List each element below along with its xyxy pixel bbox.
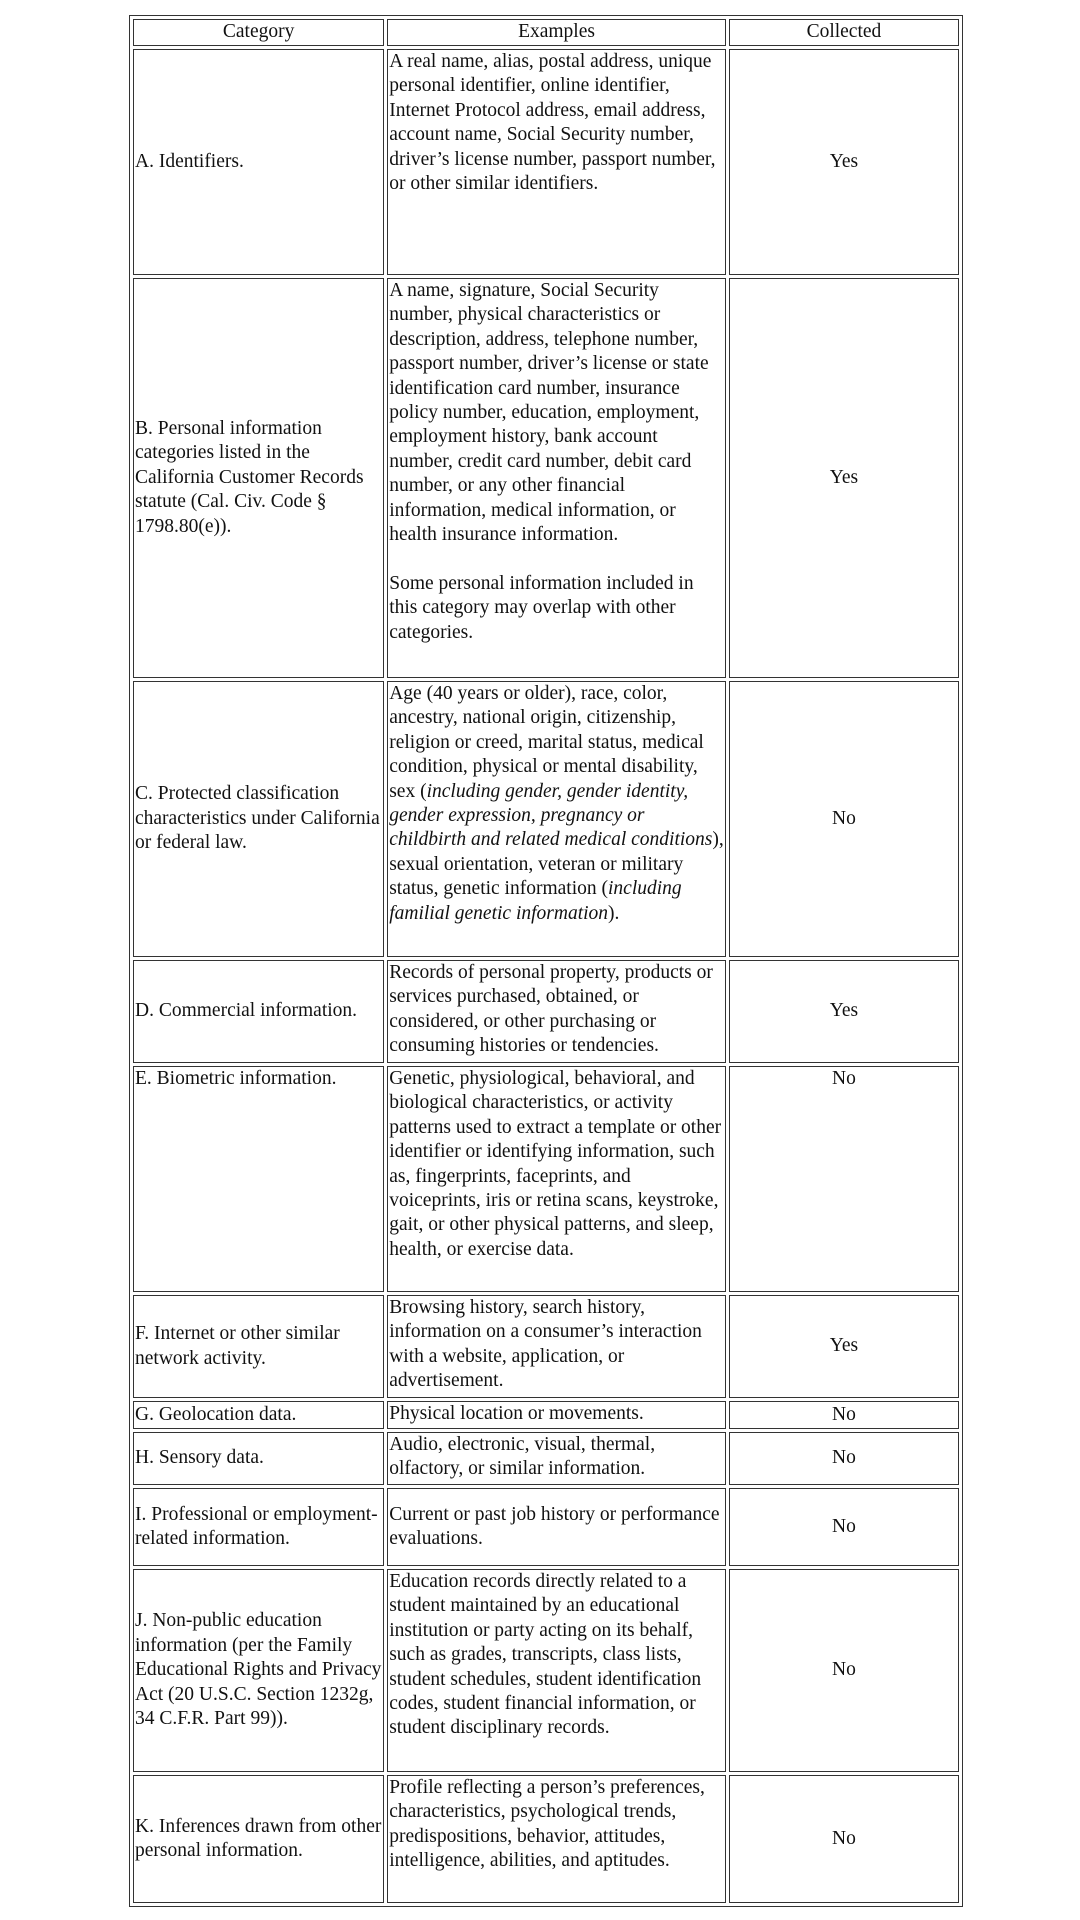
collected-cell: Yes bbox=[729, 1295, 959, 1398]
table-row bbox=[133, 49, 959, 275]
category-cell: J. Non-public education information (per the Family Educational Rights and Privacy Act (20 U.S.C. Section 1232g, 34 C.F.R. Part 99)). bbox=[133, 1569, 384, 1772]
table-row bbox=[133, 1401, 959, 1429]
examples-text-part: ). bbox=[608, 902, 620, 924]
examples-text: Current or past job history or performance evaluations. bbox=[389, 1503, 720, 1549]
collected-cell: Yes bbox=[729, 960, 959, 1063]
examples-text-part: Age (40 years or older), race, color, ancestry, national origin, citizenship, religion or creed, marital status, medical condition, physical or mental disability, sex ( bbox=[389, 683, 704, 802]
table-row bbox=[133, 1295, 959, 1398]
header-collected: Collected bbox=[729, 19, 959, 46]
examples-italic-part: including gender, gender identity, gender expression, pregnancy or childbirth and related medical conditions bbox=[389, 780, 713, 851]
collected-cell: No bbox=[729, 1488, 959, 1566]
examples-cell bbox=[387, 1569, 726, 1772]
category-cell: C. Protected classification characteristics under California or federal law. bbox=[133, 681, 384, 957]
category-cell: I. Professional or employment-related information. bbox=[133, 1488, 384, 1566]
examples-text: Browsing history, search history, information on a consumer’s interaction with a website, application, or advertisement. bbox=[389, 1297, 702, 1392]
collected-cell: No bbox=[729, 1401, 959, 1429]
examples-text: A name, signature, Social Security number, physical characteristics or description, address, telephone number, passport number, driver’s license or state identification card number, insurance policy number, education, employment, employment history, bank account number, credit card number, debit card number, or any other financial information, medical information, or health insurance information. bbox=[389, 280, 709, 546]
category-cell: F. Internet or other similar network activity. bbox=[133, 1295, 384, 1398]
examples-cell bbox=[387, 960, 726, 1063]
examples-text: Audio, electronic, visual, thermal, olfactory, or similar information. bbox=[389, 1434, 656, 1480]
examples-text: Education records directly related to a student maintained by an educational institution or party acting on its behalf, such as grades, transcripts, class lists, student schedules, student identification codes, student financial information, or student disciplinary records. bbox=[389, 1571, 702, 1739]
category-cell: A. Identifiers. bbox=[133, 49, 384, 275]
examples-text bbox=[389, 682, 724, 926]
examples-text: Records of personal property, products or services purchased, obtained, or considered, or other purchasing or consuming histories or tendencies. bbox=[389, 962, 713, 1057]
table-row bbox=[133, 1432, 959, 1485]
examples-cell bbox=[387, 1488, 726, 1566]
examples-text: Profile reflecting a person’s preferences, characteristics, psychological trends, predispositions, behavior, attitudes, intelligence, abilities, and aptitudes. bbox=[389, 1777, 705, 1872]
table-row bbox=[133, 1775, 959, 1903]
examples-note: Some personal information included in this category may overlap with other categories. bbox=[389, 572, 694, 643]
table-row bbox=[133, 960, 959, 1063]
category-cell: D. Commercial information. bbox=[133, 960, 384, 1063]
table-row bbox=[133, 1488, 959, 1566]
table-row bbox=[133, 1066, 959, 1292]
examples-cell bbox=[387, 1775, 726, 1903]
examples-cell bbox=[387, 278, 726, 678]
examples-text-part: ), sexual orientation, veteran or military status, genetic information ( bbox=[389, 829, 724, 900]
paragraph-gap bbox=[389, 547, 724, 571]
collected-cell: No bbox=[729, 1066, 959, 1292]
examples-cell bbox=[387, 1432, 726, 1485]
examples-text: A real name, alias, postal address, unique personal identifier, online identifier, Internet Protocol address, email address, account name, Social Security number, driver’s license number, passport number, or other similar identifiers. bbox=[389, 51, 716, 195]
table-row bbox=[133, 681, 959, 957]
category-cell: E. Biometric information. bbox=[133, 1066, 384, 1292]
collected-cell: No bbox=[729, 681, 959, 957]
collected-cell: No bbox=[729, 1432, 959, 1485]
examples-cell bbox=[387, 1295, 726, 1398]
category-cell: G. Geolocation data. bbox=[133, 1401, 384, 1429]
header-examples: Examples bbox=[387, 19, 726, 46]
document-page bbox=[129, 15, 963, 1907]
collected-cell: No bbox=[729, 1569, 959, 1772]
table-row bbox=[133, 278, 959, 678]
examples-text: Genetic, physiological, behavioral, and biological characteristics, or activity patterns used to extract a template or other identifier or identifying information, such as, fingerprints, faceprints, and voiceprints, iris or retina scans, keystroke, gait, or other physical patterns, and sleep, health, or exercise data. bbox=[389, 1068, 722, 1260]
examples-cell bbox=[387, 1401, 726, 1429]
category-cell: H. Sensory data. bbox=[133, 1432, 384, 1485]
examples-italic-part: including familial genetic information bbox=[389, 878, 682, 924]
category-cell: B. Personal information categories listed in the California Customer Records statute (Cal. Civ. Code § 1798.80(e)). bbox=[133, 278, 384, 678]
examples-cell bbox=[387, 49, 726, 275]
personal-information-table bbox=[129, 15, 963, 1907]
examples-text: Physical location or movements. bbox=[389, 1403, 644, 1424]
table-row bbox=[133, 1569, 959, 1772]
table-header-row bbox=[133, 19, 959, 46]
collected-cell: Yes bbox=[729, 278, 959, 678]
collected-cell: Yes bbox=[729, 49, 959, 275]
category-cell: K. Inferences drawn from other personal information. bbox=[133, 1775, 384, 1903]
examples-cell bbox=[387, 1066, 726, 1292]
collected-cell: No bbox=[729, 1775, 959, 1903]
header-category: Category bbox=[133, 19, 384, 46]
examples-cell bbox=[387, 681, 726, 957]
